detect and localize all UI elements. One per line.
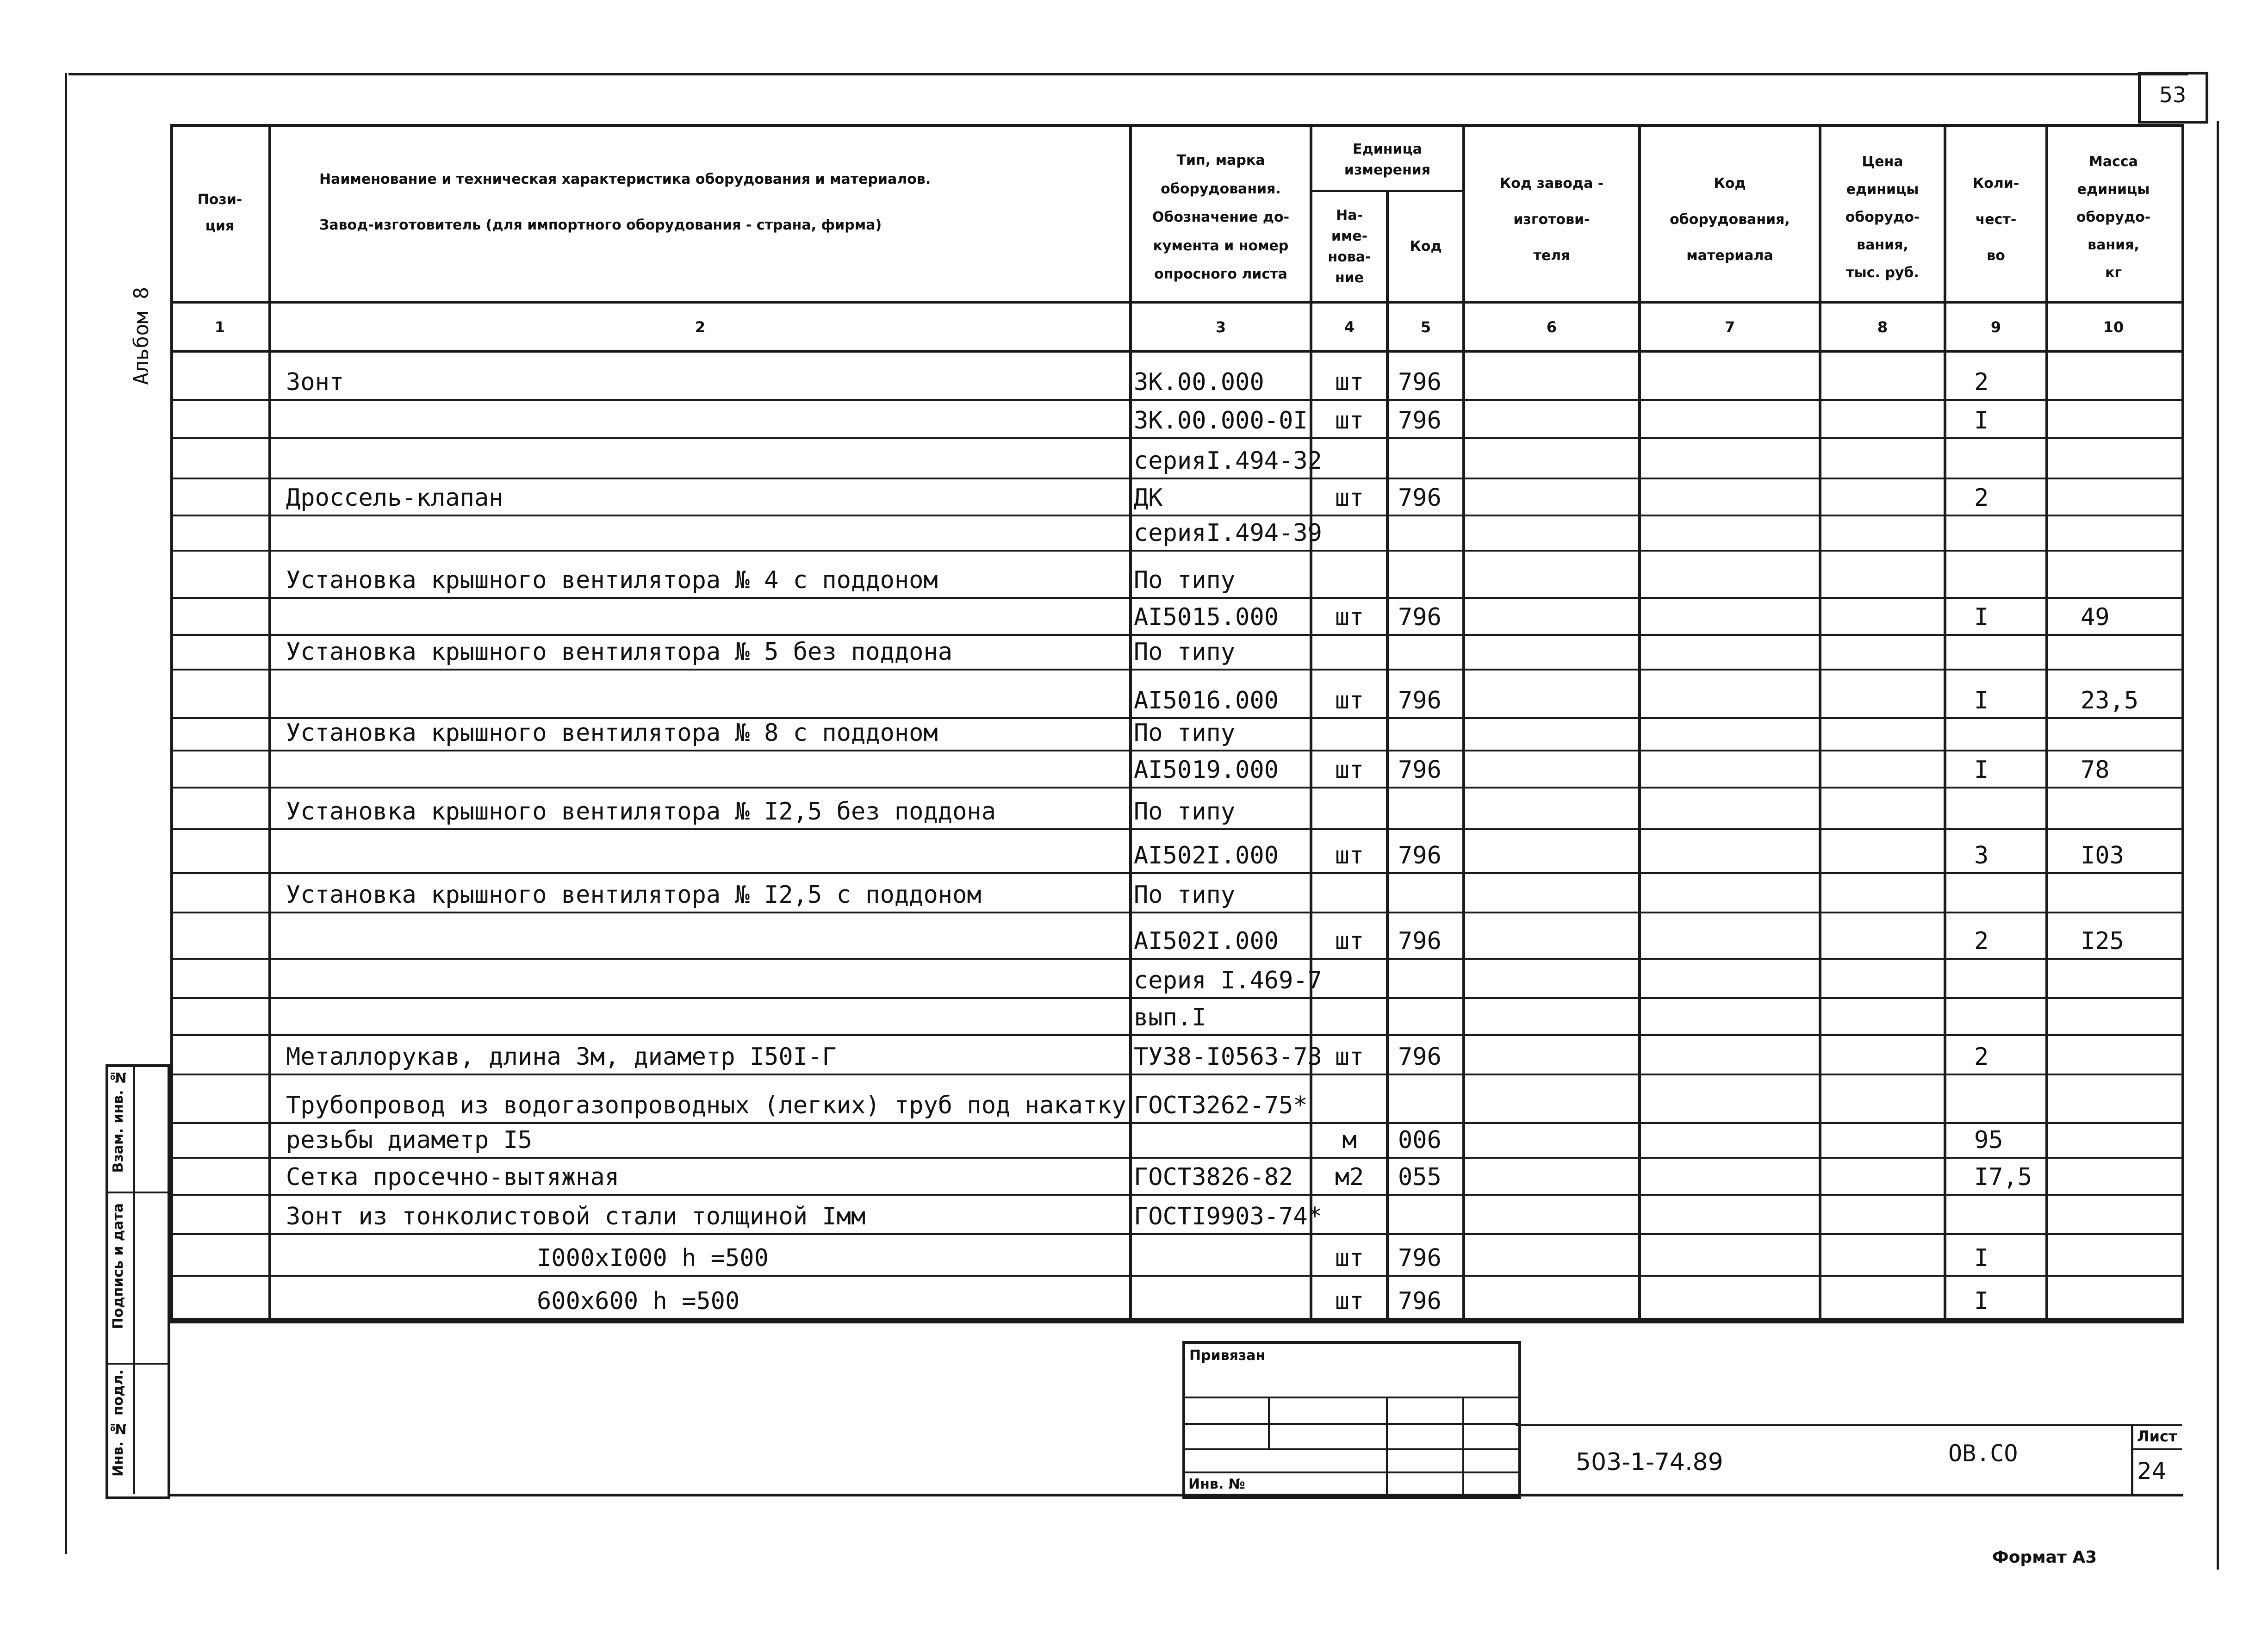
stamp-line-3 [1182,1448,1520,1450]
row-separator [170,634,2183,636]
row-name: Установка крышного вентилятора № I2,5 без поддона [286,798,996,826]
row-type: ДК [1134,484,1163,512]
row-code: 796 [1398,603,1442,631]
row-mass: 78 [2081,756,2110,784]
outer-left-line [65,73,67,1554]
row-qty: 95 [1974,1126,2003,1154]
colnum-bottom-line [170,350,2183,353]
header-factory-code: Код завода - изготови- теля [1499,175,1604,264]
row-type: AI502I.000 [1134,842,1279,869]
header-price: Цена единицы оборудо- вания, тыс. руб. [1845,154,1920,281]
row-name: Установка крышного вентилятора № I2,5 с поддоном [286,881,982,909]
row-qty: I [1974,1287,1989,1315]
side-label-vzam-inv: Взам. инв. № [110,1069,126,1173]
row-type: ТУ38-I0563-73 [1134,1043,1322,1071]
row-unit: шт [1335,842,1364,869]
row-separator [170,437,2183,439]
stamp-line-1 [1182,1397,1520,1398]
col-line-2 [1129,124,1132,1319]
row-qty: I7,5 [1974,1163,2032,1191]
row-unit: шт [1335,1287,1364,1315]
row-unit: шт [1335,603,1364,631]
header-unit-group: Единица измерения [1344,141,1431,178]
col-line-9 [2045,124,2048,1319]
row-separator [170,1074,2183,1075]
row-qty: 2 [1974,484,1989,512]
row-qty: I [1974,756,1989,784]
row-type: AI5016.000 [1134,687,1279,714]
stamp-main-bottom [170,1494,2183,1496]
row-separator [170,1034,2183,1036]
page-number: 53 [2159,82,2187,107]
row-code: 796 [1398,756,1442,784]
row-type: AI5019.000 [1134,756,1279,784]
row-code: 796 [1398,927,1442,955]
stamp-sheet-mid [2131,1448,2182,1450]
header-name-line1: Наименование и техническая характеристика оборудования и материалов. [319,171,931,187]
row-separator [170,515,2183,516]
row-type: По типу [1134,638,1236,666]
row-unit: шт [1335,484,1364,512]
row-qty: I [1974,407,1989,435]
row-unit: шт [1335,687,1364,714]
side-label-podpis-data: Подпись и дата [110,1203,126,1329]
stamp-sheet-number: 24 [2137,1458,2167,1484]
row-type: ЗК.00.000 [1134,368,1264,396]
row-mass: 23,5 [2081,687,2139,714]
side-label-inv-podl: Инв. № подл. [110,1370,126,1477]
row-code: 796 [1398,842,1442,869]
format-label: Формат А3 [1992,1548,2097,1567]
row-qty: 2 [1974,368,1989,396]
colnum-7: 7 [1724,318,1735,336]
row-type: AI502I.000 [1134,927,1279,955]
col-line-5 [1462,124,1465,1319]
row-unit: шт [1335,756,1364,784]
col-line-8 [1944,124,1946,1319]
row-unit: шт [1335,368,1364,396]
stamp-privyazan-label: Привязан [1189,1347,1266,1364]
row-unit: шт [1335,1043,1364,1071]
row-separator [170,669,2183,670]
row-unit: шт [1335,407,1364,435]
row-type: ГОСТ3262-75* [1134,1092,1308,1119]
row-separator [170,1157,2183,1159]
colnum-6: 6 [1546,318,1557,336]
row-type: AI5015.000 [1134,603,1279,631]
colnum-8: 8 [1877,318,1888,336]
row-code: 796 [1398,407,1442,435]
row-separator [170,399,2183,401]
row-separator [170,828,2183,830]
row-separator [170,1318,2183,1321]
stamp-line-2 [1182,1423,1520,1425]
header-mass: Масса единицы оборудо- вания, кг [2076,154,2151,281]
col-line-7 [1819,124,1821,1319]
row-name: Установка крышного вентилятора № 8 с поддоном [286,719,938,747]
row-unit: м [1342,1126,1357,1154]
row-name: Трубопровод из водогазопроводных (легких) труб под накатку [286,1092,1126,1119]
row-unit: шт [1335,927,1364,955]
row-separator [170,787,2183,788]
row-qty: I [1974,603,1989,631]
row-name: Зонт [286,368,344,396]
stamp-vline-2 [1386,1397,1388,1496]
row-separator [170,872,2183,874]
row-type: По типу [1134,881,1236,909]
row-separator [170,550,2183,552]
stamp-doc-code: ОВ.СО [1948,1440,2018,1467]
row-qty: 2 [1974,927,1989,955]
stamp-vline-1 [1268,1397,1270,1450]
row-code: 796 [1398,687,1442,714]
row-code: 796 [1398,368,1442,396]
row-code: 796 [1398,1043,1442,1071]
row-name: Сетка просечно-вытяжная [286,1163,620,1191]
row-name: Дроссель-клапан [286,484,503,512]
side-strip-h1 [106,1192,168,1193]
stamp-doc-number: 503-1-74.89 [1576,1448,1723,1476]
row-code: 796 [1398,484,1442,512]
row-separator [170,1233,2183,1235]
header-equipment-code: Код оборудования, материала [1670,175,1790,264]
header-bottom-line [170,301,2183,304]
side-strip-h2 [106,1363,168,1365]
row-separator [170,1122,2183,1124]
stamp-privyazan-frame [1182,1341,1521,1499]
row-separator [170,997,2183,999]
row-type: По типу [1134,566,1236,594]
colnum-1: 1 [214,318,225,336]
row-mass: 49 [2081,603,2110,631]
row-separator [170,1194,2183,1196]
row-separator [170,958,2183,960]
row-qty: I [1974,1244,1989,1272]
colnum-5: 5 [1420,318,1431,336]
colnum-2: 2 [695,318,706,336]
row-name: резьбы диаметр I5 [286,1126,533,1154]
header-unit-code: Код [1410,238,1442,255]
header-name [278,171,1125,233]
stamp-main-top [1516,1424,2182,1426]
row-type: По типу [1134,719,1236,747]
colnum-9: 9 [1990,318,2001,336]
row-separator [170,750,2183,751]
row-type: ГОСТI9903-74* [1134,1203,1322,1230]
stamp-line-4 [1182,1471,1520,1473]
row-unit: м2 [1335,1163,1364,1191]
row-mass: I25 [2081,927,2124,955]
colnum-10: 10 [2103,318,2124,336]
album-label: Альбом 8 [130,287,153,385]
side-strip-mid [133,1064,135,1494]
colnum-4: 4 [1344,318,1355,336]
stamp-vline-3 [1462,1397,1464,1496]
row-code: 006 [1398,1126,1442,1154]
row-name: Установка крышного вентилятора № 4 с поддоном [286,566,938,594]
col-line-1 [268,124,271,1319]
stamp-sheet-label: Лист [2137,1428,2177,1445]
row-name: 600x600 h =500 [537,1287,740,1315]
header-position: Пози- ция [197,192,242,234]
row-type: ЗК.00.000-0I [1134,407,1308,435]
row-type: По типу [1134,798,1236,826]
row-name: I000xI000 h =500 [537,1244,769,1272]
row-type: вып.I [1134,1004,1206,1031]
colnum-3: 3 [1215,318,1226,336]
row-name: Металлорукав, длина 3м, диаметр I50I-Г [286,1043,837,1071]
row-type: ГОСТ3826-82 [1134,1163,1293,1191]
row-separator [170,478,2183,479]
stamp-inv-no: Инв. № [1188,1476,1245,1492]
header-name-line2: Завод-изготовитель (для импортного оборудования - страна, фирма) [319,217,882,233]
row-separator [170,1275,2183,1277]
row-type: серия I.469-7 [1134,967,1322,994]
row-mass: I03 [2081,842,2124,869]
row-separator [170,597,2183,599]
header-quantity: Коли- чест- во [1972,175,2019,264]
row-name: Зонт из тонколистовой стали толщиной Iмм [286,1203,866,1230]
row-type: серияI.494-39 [1134,519,1322,547]
row-code: 796 [1398,1244,1442,1272]
outer-top-line [68,73,2188,75]
row-code: 796 [1398,1287,1442,1315]
header-unit-name: На- име- нова- ние [1328,207,1371,286]
outer-right-line [2217,121,2219,1570]
row-qty: I [1974,687,1989,714]
row-type: серияI.494-32 [1134,447,1322,475]
row-separator [170,912,2183,913]
row-qty: 3 [1974,842,1989,869]
row-name: Установка крышного вентилятора № 5 без поддона [286,638,953,666]
col-line-6 [1638,124,1641,1319]
row-unit: шт [1335,1244,1364,1272]
row-qty: 2 [1974,1043,1989,1071]
header-type: Тип, марка оборудования. Обозначение до- кумента и номер опросного листа [1152,152,1290,283]
stamp-sheet-left [2131,1424,2133,1496]
row-code: 055 [1398,1163,1442,1191]
